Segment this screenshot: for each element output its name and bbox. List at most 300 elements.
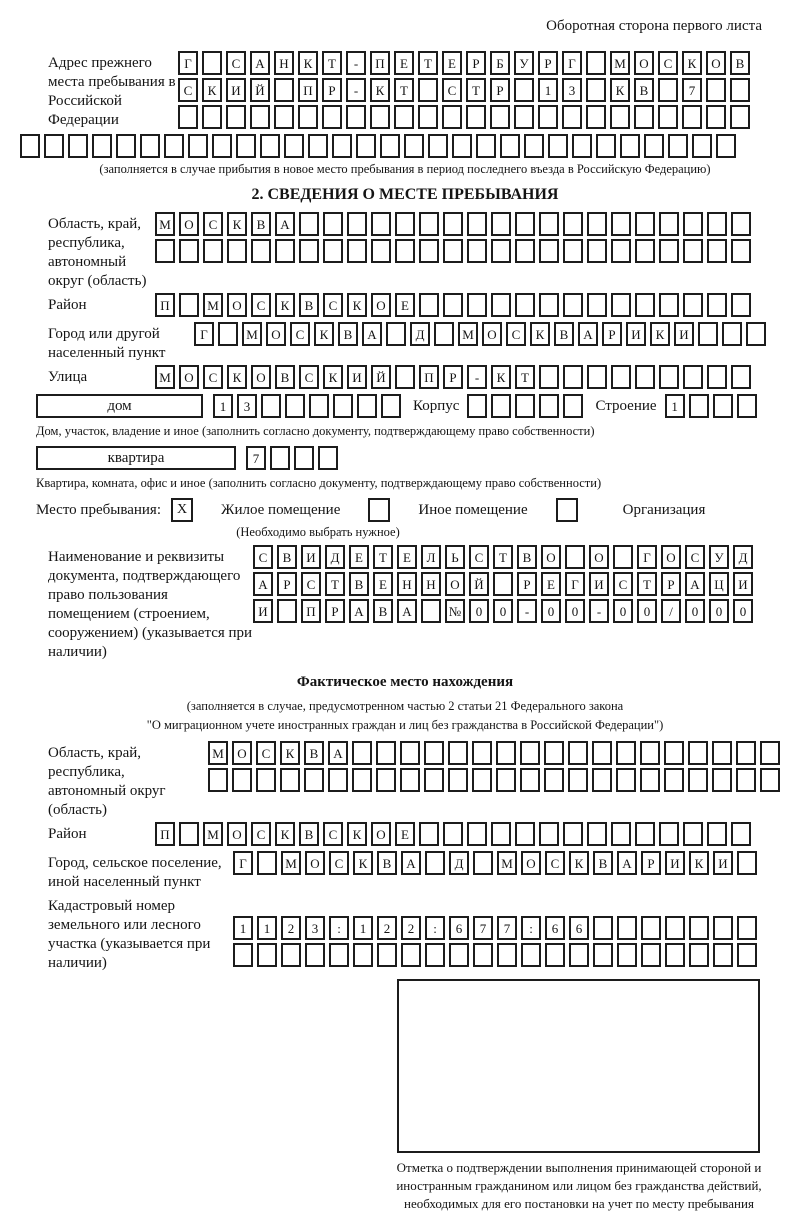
char-cell[interactable]: В [593, 851, 613, 875]
char-cell[interactable] [493, 572, 513, 596]
char-cell[interactable]: О [589, 545, 609, 569]
char-cell[interactable]: К [650, 322, 670, 346]
char-cell[interactable]: О [371, 293, 391, 317]
char-cell[interactable]: - [346, 51, 366, 75]
char-cell[interactable] [188, 134, 208, 158]
char-cell[interactable] [491, 394, 511, 418]
char-cell[interactable] [521, 943, 541, 967]
char-cell[interactable]: А [401, 851, 421, 875]
char-cell[interactable] [713, 916, 733, 940]
char-cell[interactable] [277, 599, 297, 623]
char-cell[interactable] [332, 134, 352, 158]
char-cell[interactable]: С [658, 51, 678, 75]
char-cell[interactable]: П [298, 78, 318, 102]
char-cell[interactable]: 1 [233, 916, 253, 940]
char-cell[interactable]: - [346, 78, 366, 102]
char-cell[interactable] [418, 105, 438, 129]
char-cell[interactable] [563, 212, 583, 236]
char-cell[interactable]: К [347, 293, 367, 317]
char-cell[interactable] [473, 851, 493, 875]
char-cell[interactable] [443, 212, 463, 236]
char-cell[interactable]: К [530, 322, 550, 346]
char-cell[interactable] [394, 105, 414, 129]
char-cell[interactable]: М [203, 293, 223, 317]
char-cell[interactable] [298, 105, 318, 129]
char-cell[interactable] [640, 768, 660, 792]
char-cell[interactable]: Р [325, 599, 345, 623]
char-cell[interactable] [466, 105, 486, 129]
char-cell[interactable] [737, 851, 757, 875]
char-cell[interactable]: Т [637, 572, 657, 596]
char-cell[interactable] [611, 822, 631, 846]
char-cell[interactable]: Е [394, 51, 414, 75]
char-cell[interactable] [352, 768, 372, 792]
char-cell[interactable] [635, 293, 655, 317]
char-cell[interactable] [539, 212, 559, 236]
char-cell[interactable] [233, 943, 253, 967]
char-cell[interactable] [683, 293, 703, 317]
char-cell[interactable]: К [202, 78, 222, 102]
char-cell[interactable]: 0 [541, 599, 561, 623]
char-cell[interactable] [514, 78, 534, 102]
char-cell[interactable] [20, 134, 40, 158]
char-cell[interactable] [539, 365, 559, 389]
char-cell[interactable] [611, 365, 631, 389]
char-cell[interactable]: Н [274, 51, 294, 75]
char-cell[interactable] [347, 212, 367, 236]
char-cell[interactable] [587, 822, 607, 846]
char-cell[interactable] [308, 134, 328, 158]
char-cell[interactable] [683, 239, 703, 263]
char-cell[interactable] [448, 741, 468, 765]
char-cell[interactable] [731, 212, 751, 236]
char-cell[interactable]: Е [442, 51, 462, 75]
char-cell[interactable]: Г [562, 51, 582, 75]
char-cell[interactable] [688, 768, 708, 792]
char-cell[interactable] [664, 741, 684, 765]
char-cell[interactable] [395, 239, 415, 263]
char-cell[interactable]: 2 [401, 916, 421, 940]
char-cell[interactable]: И [733, 572, 753, 596]
char-cell[interactable]: Б [490, 51, 510, 75]
char-cell[interactable] [260, 134, 280, 158]
char-cell[interactable] [395, 365, 415, 389]
char-cell[interactable] [707, 239, 727, 263]
char-cell[interactable]: П [155, 822, 175, 846]
char-cell[interactable]: Р [466, 51, 486, 75]
char-cell[interactable] [689, 943, 709, 967]
char-cell[interactable] [357, 394, 377, 418]
char-cell[interactable]: Г [178, 51, 198, 75]
char-cell[interactable]: Е [395, 822, 415, 846]
char-cell[interactable]: А [578, 322, 598, 346]
char-cell[interactable]: И [674, 322, 694, 346]
char-cell[interactable] [611, 239, 631, 263]
char-cell[interactable] [347, 239, 367, 263]
char-cell[interactable]: Т [493, 545, 513, 569]
char-cell[interactable]: С [442, 78, 462, 102]
char-cell[interactable] [496, 741, 516, 765]
char-cell[interactable]: В [275, 365, 295, 389]
char-cell[interactable] [304, 768, 324, 792]
char-cell[interactable] [92, 134, 112, 158]
char-cell[interactable] [68, 134, 88, 158]
char-cell[interactable]: О [661, 545, 681, 569]
char-cell[interactable] [736, 768, 756, 792]
char-cell[interactable] [285, 394, 305, 418]
char-cell[interactable] [683, 212, 703, 236]
char-cell[interactable] [472, 768, 492, 792]
char-cell[interactable] [434, 322, 454, 346]
char-cell[interactable] [514, 105, 534, 129]
char-cell[interactable]: К [370, 78, 390, 102]
char-cell[interactable]: 3 [237, 394, 257, 418]
char-cell[interactable]: Т [394, 78, 414, 102]
char-cell[interactable] [658, 105, 678, 129]
char-cell[interactable] [497, 943, 517, 967]
char-cell[interactable] [155, 239, 175, 263]
char-cell[interactable] [202, 51, 222, 75]
char-cell[interactable]: Й [371, 365, 391, 389]
char-cell[interactable] [448, 768, 468, 792]
char-cell[interactable]: В [251, 212, 271, 236]
char-cell[interactable] [227, 239, 247, 263]
char-cell[interactable] [539, 394, 559, 418]
char-cell[interactable]: В [554, 322, 574, 346]
char-cell[interactable]: А [250, 51, 270, 75]
char-cell[interactable]: В [349, 572, 369, 596]
char-cell[interactable]: 7 [497, 916, 517, 940]
char-cell[interactable] [538, 105, 558, 129]
char-cell[interactable] [401, 943, 421, 967]
char-cell[interactable]: К [347, 822, 367, 846]
char-cell[interactable]: В [338, 322, 358, 346]
char-cell[interactable]: С [178, 78, 198, 102]
char-cell[interactable] [737, 943, 757, 967]
char-cell[interactable]: 7 [246, 446, 266, 470]
char-cell[interactable]: : [521, 916, 541, 940]
char-cell[interactable] [179, 822, 199, 846]
char-cell[interactable]: 7 [682, 78, 702, 102]
char-cell[interactable] [713, 394, 733, 418]
char-cell[interactable] [371, 239, 391, 263]
char-cell[interactable]: М [208, 741, 228, 765]
char-cell[interactable] [760, 768, 780, 792]
char-cell[interactable] [256, 768, 276, 792]
char-cell[interactable] [644, 134, 664, 158]
char-cell[interactable] [419, 822, 439, 846]
char-cell[interactable]: С [290, 322, 310, 346]
char-cell[interactable] [712, 741, 732, 765]
char-cell[interactable] [490, 105, 510, 129]
char-cell[interactable]: О [371, 822, 391, 846]
char-cell[interactable] [539, 293, 559, 317]
char-cell[interactable]: Т [418, 51, 438, 75]
char-cell[interactable]: Ц [709, 572, 729, 596]
char-cell[interactable]: К [569, 851, 589, 875]
char-cell[interactable]: 7 [473, 916, 493, 940]
char-cell[interactable]: А [397, 599, 417, 623]
char-cell[interactable] [635, 212, 655, 236]
char-cell[interactable]: К [280, 741, 300, 765]
char-cell[interactable] [731, 822, 751, 846]
char-cell[interactable]: С [545, 851, 565, 875]
char-cell[interactable] [425, 943, 445, 967]
char-cell[interactable] [299, 212, 319, 236]
char-cell[interactable] [539, 239, 559, 263]
char-cell[interactable] [731, 365, 751, 389]
char-cell[interactable] [333, 394, 353, 418]
char-cell[interactable] [586, 51, 606, 75]
char-cell[interactable]: К [610, 78, 630, 102]
char-cell[interactable] [281, 943, 301, 967]
char-cell[interactable] [616, 768, 636, 792]
char-cell[interactable] [706, 105, 726, 129]
char-cell[interactable] [270, 446, 290, 470]
char-cell[interactable]: О [541, 545, 561, 569]
char-cell[interactable] [386, 322, 406, 346]
char-cell[interactable] [421, 599, 441, 623]
char-cell[interactable] [593, 943, 613, 967]
char-cell[interactable] [400, 768, 420, 792]
char-cell[interactable]: О [179, 365, 199, 389]
char-cell[interactable]: 0 [613, 599, 633, 623]
char-cell[interactable]: У [709, 545, 729, 569]
char-cell[interactable] [730, 105, 750, 129]
char-cell[interactable]: С [299, 365, 319, 389]
char-cell[interactable]: О [227, 293, 247, 317]
char-cell[interactable] [613, 545, 633, 569]
char-cell[interactable]: С [323, 822, 343, 846]
char-cell[interactable]: К [275, 293, 295, 317]
char-cell[interactable]: П [419, 365, 439, 389]
char-cell[interactable] [587, 365, 607, 389]
char-cell[interactable] [443, 822, 463, 846]
char-cell[interactable] [610, 105, 630, 129]
char-cell[interactable] [563, 365, 583, 389]
checkbox-zhiloe[interactable]: X [171, 498, 193, 522]
char-cell[interactable]: Р [517, 572, 537, 596]
char-cell[interactable] [275, 239, 295, 263]
char-cell[interactable]: А [275, 212, 295, 236]
char-cell[interactable]: К [682, 51, 702, 75]
char-cell[interactable]: С [323, 293, 343, 317]
char-cell[interactable] [467, 394, 487, 418]
char-cell[interactable] [250, 105, 270, 129]
char-cell[interactable] [236, 134, 256, 158]
char-cell[interactable]: Е [373, 572, 393, 596]
char-cell[interactable]: В [634, 78, 654, 102]
char-cell[interactable] [593, 916, 613, 940]
char-cell[interactable] [689, 394, 709, 418]
char-cell[interactable]: Г [637, 545, 657, 569]
char-cell[interactable] [418, 78, 438, 102]
char-cell[interactable] [544, 768, 564, 792]
char-cell[interactable]: О [266, 322, 286, 346]
char-cell[interactable] [659, 822, 679, 846]
char-cell[interactable] [428, 134, 448, 158]
char-cell[interactable] [179, 293, 199, 317]
char-cell[interactable]: 3 [562, 78, 582, 102]
char-cell[interactable] [473, 943, 493, 967]
char-cell[interactable]: 0 [709, 599, 729, 623]
char-cell[interactable] [377, 943, 397, 967]
char-cell[interactable]: № [445, 599, 465, 623]
char-cell[interactable]: В [299, 293, 319, 317]
char-cell[interactable] [419, 293, 439, 317]
char-cell[interactable] [641, 916, 661, 940]
char-cell[interactable] [737, 916, 757, 940]
char-cell[interactable] [548, 134, 568, 158]
char-cell[interactable]: К [227, 212, 247, 236]
char-cell[interactable]: А [362, 322, 382, 346]
char-cell[interactable] [635, 365, 655, 389]
char-cell[interactable]: Д [733, 545, 753, 569]
char-cell[interactable]: О [251, 365, 271, 389]
char-cell[interactable] [668, 134, 688, 158]
char-cell[interactable] [380, 134, 400, 158]
char-cell[interactable] [520, 768, 540, 792]
char-cell[interactable] [620, 134, 640, 158]
char-cell[interactable] [737, 394, 757, 418]
char-cell[interactable] [634, 105, 654, 129]
char-cell[interactable] [515, 822, 535, 846]
char-cell[interactable]: Р [490, 78, 510, 102]
char-cell[interactable]: К [298, 51, 318, 75]
char-cell[interactable] [515, 239, 535, 263]
char-cell[interactable] [692, 134, 712, 158]
char-cell[interactable]: К [314, 322, 334, 346]
char-cell[interactable]: 2 [281, 916, 301, 940]
char-cell[interactable]: С [613, 572, 633, 596]
char-cell[interactable]: С [253, 545, 273, 569]
char-cell[interactable]: И [347, 365, 367, 389]
char-cell[interactable]: И [626, 322, 646, 346]
char-cell[interactable]: В [373, 599, 393, 623]
char-cell[interactable] [404, 134, 424, 158]
char-cell[interactable] [569, 943, 589, 967]
char-cell[interactable] [592, 741, 612, 765]
char-cell[interactable]: : [329, 916, 349, 940]
char-cell[interactable]: С [226, 51, 246, 75]
char-cell[interactable] [232, 768, 252, 792]
char-cell[interactable]: Т [373, 545, 393, 569]
char-cell[interactable]: О [179, 212, 199, 236]
char-cell[interactable]: М [155, 365, 175, 389]
char-cell[interactable] [562, 105, 582, 129]
char-cell[interactable] [284, 134, 304, 158]
char-cell[interactable] [322, 105, 342, 129]
char-cell[interactable]: К [323, 365, 343, 389]
char-cell[interactable]: К [275, 822, 295, 846]
char-cell[interactable] [280, 768, 300, 792]
char-cell[interactable] [452, 134, 472, 158]
char-cell[interactable] [659, 239, 679, 263]
char-cell[interactable]: Р [661, 572, 681, 596]
char-cell[interactable] [572, 134, 592, 158]
char-cell[interactable] [563, 822, 583, 846]
char-cell[interactable] [563, 293, 583, 317]
char-cell[interactable] [400, 741, 420, 765]
char-cell[interactable] [424, 768, 444, 792]
char-cell[interactable] [568, 741, 588, 765]
char-cell[interactable] [731, 293, 751, 317]
char-cell[interactable] [140, 134, 160, 158]
char-cell[interactable]: Н [421, 572, 441, 596]
char-cell[interactable]: С [506, 322, 526, 346]
char-cell[interactable]: И [713, 851, 733, 875]
char-cell[interactable]: В [730, 51, 750, 75]
char-cell[interactable] [424, 741, 444, 765]
char-cell[interactable]: И [253, 599, 273, 623]
char-cell[interactable]: П [301, 599, 321, 623]
char-cell[interactable] [616, 741, 636, 765]
char-cell[interactable]: - [517, 599, 537, 623]
char-cell[interactable] [329, 943, 349, 967]
char-cell[interactable] [218, 322, 238, 346]
char-cell[interactable]: С [329, 851, 349, 875]
char-cell[interactable]: А [253, 572, 273, 596]
char-cell[interactable] [683, 822, 703, 846]
char-cell[interactable] [563, 239, 583, 263]
char-cell[interactable]: 2 [377, 916, 397, 940]
char-cell[interactable]: О [634, 51, 654, 75]
char-cell[interactable]: С [256, 741, 276, 765]
char-cell[interactable] [44, 134, 64, 158]
char-cell[interactable]: П [155, 293, 175, 317]
char-cell[interactable] [641, 943, 661, 967]
char-cell[interactable] [323, 239, 343, 263]
char-cell[interactable] [353, 943, 373, 967]
char-cell[interactable] [658, 78, 678, 102]
char-cell[interactable] [515, 212, 535, 236]
char-cell[interactable] [257, 943, 277, 967]
char-cell[interactable] [689, 916, 709, 940]
char-cell[interactable]: Р [538, 51, 558, 75]
char-cell[interactable] [371, 212, 391, 236]
char-cell[interactable]: Е [541, 572, 561, 596]
char-cell[interactable] [586, 78, 606, 102]
char-cell[interactable]: И [226, 78, 246, 102]
char-cell[interactable]: Е [395, 293, 415, 317]
char-cell[interactable] [565, 545, 585, 569]
char-cell[interactable] [202, 105, 222, 129]
char-cell[interactable] [706, 78, 726, 102]
char-cell[interactable]: Г [565, 572, 585, 596]
char-cell[interactable]: С [251, 293, 271, 317]
char-cell[interactable] [419, 212, 439, 236]
char-cell[interactable]: О [227, 822, 247, 846]
char-cell[interactable]: 6 [569, 916, 589, 940]
char-cell[interactable] [251, 239, 271, 263]
char-cell[interactable] [746, 322, 766, 346]
char-cell[interactable]: К [689, 851, 709, 875]
char-cell[interactable]: Т [515, 365, 535, 389]
char-cell[interactable] [659, 293, 679, 317]
char-cell[interactable]: 0 [685, 599, 705, 623]
char-cell[interactable]: О [521, 851, 541, 875]
char-cell[interactable]: М [281, 851, 301, 875]
char-cell[interactable]: О [706, 51, 726, 75]
char-cell[interactable] [539, 822, 559, 846]
char-cell[interactable] [178, 105, 198, 129]
char-cell[interactable] [491, 822, 511, 846]
checkbox-organizaciya[interactable] [556, 498, 578, 522]
char-cell[interactable] [665, 943, 685, 967]
char-cell[interactable]: К [491, 365, 511, 389]
char-cell[interactable]: К [353, 851, 373, 875]
char-cell[interactable]: В [304, 741, 324, 765]
